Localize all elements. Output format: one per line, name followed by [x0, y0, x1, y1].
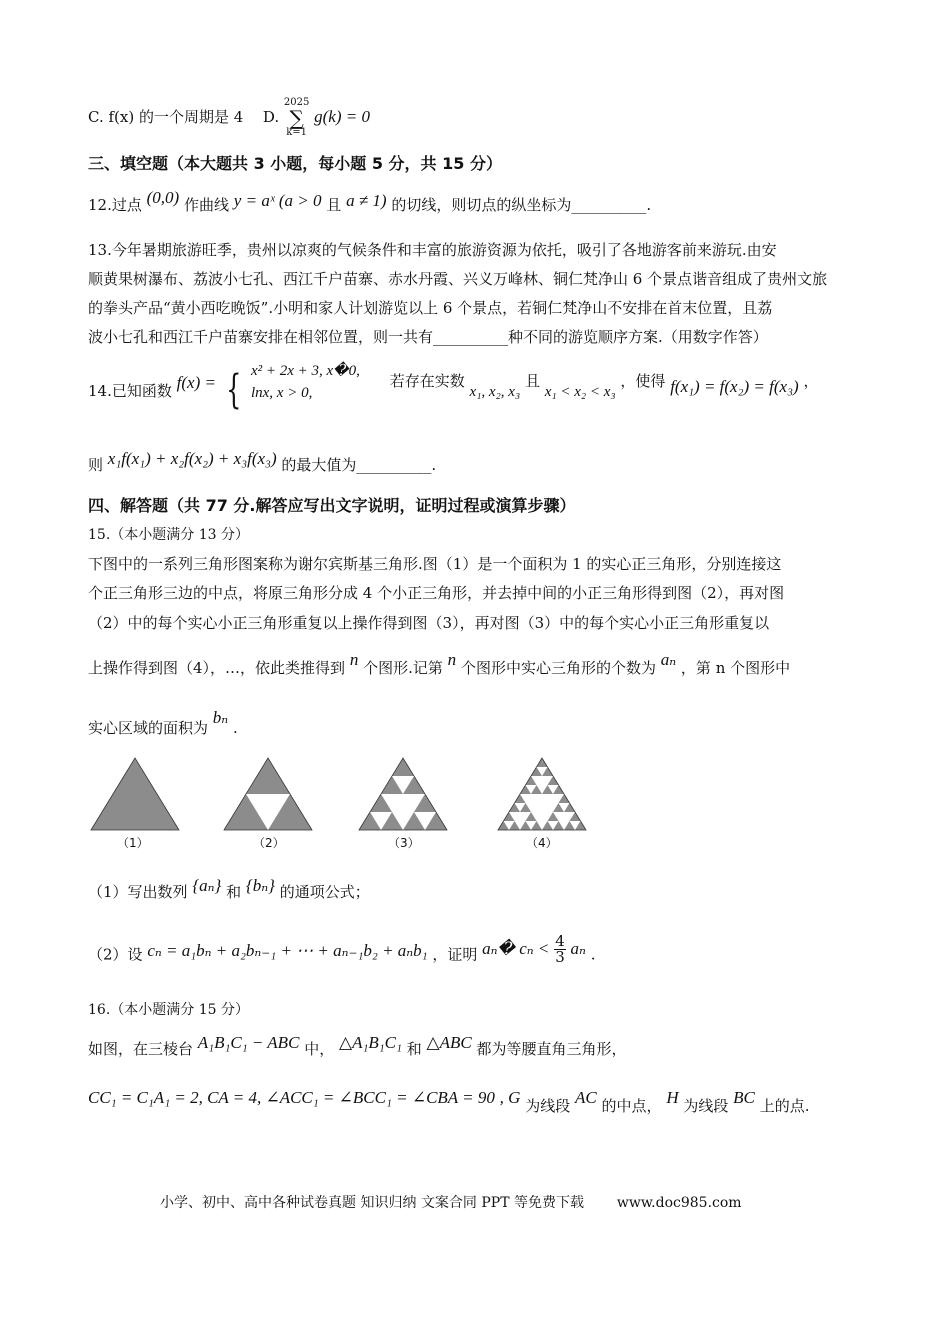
q15-p1-text-b: 和 [226, 883, 242, 901]
q16-point-g: , G [499, 1088, 521, 1107]
q16-text-2g: 为线段 [683, 1097, 729, 1115]
q15-b-n: bₙ [212, 708, 229, 727]
q16-triangle-base: △ABC [426, 1033, 472, 1052]
q15-line-4 [88, 650, 791, 679]
footer-url: www.doc985.com [616, 1195, 742, 1211]
q14-text-f: 的最大值为__________. [281, 456, 437, 474]
q12-text-c: 且 [326, 196, 342, 214]
q12-curve: y = aˣ (a > 0 [233, 191, 322, 210]
q16-segment-ac: AC [575, 1088, 597, 1107]
q14-text-c: 且 [524, 372, 540, 390]
q16-frustum: A₁B₁C₁ − ABC [197, 1033, 300, 1052]
q16-text-a: 如图，在三棱台 [88, 1040, 194, 1058]
q12-text-d: 的切线，则切点的纵坐标为__________. [391, 196, 652, 214]
q14-expression: x₁f(x₁) + x₂f(x₂) + x₃f(x₃) [107, 449, 277, 468]
q16-text-2c: 为线段 [525, 1097, 571, 1115]
q15-line-5 [88, 708, 238, 739]
q16-text-2i: 上的点. [759, 1097, 810, 1115]
option-c-d-line [88, 98, 370, 138]
figure-label-4: （4） [526, 836, 558, 850]
q15-p1-text-c: 的通项公式； [279, 883, 370, 901]
fraction-4-3: $\frac{4}{3}$ [555, 932, 565, 966]
q15-inequality-left: aₙ� cₙ < [482, 938, 550, 958]
sierpinski-figure-4 [497, 757, 587, 831]
q15-seq-a: {aₙ} [192, 876, 222, 895]
question-14-line-2 [88, 448, 437, 474]
question-14 [88, 363, 819, 420]
q15-line-4-a: 上操作得到图（4），…，依此类推得到 [88, 659, 346, 677]
section-4-heading: 四、解答题（共 77 分.解答应写出文字说明，证明过程或演算步骤） [88, 496, 576, 515]
sierpinski-figure-2 [223, 757, 313, 831]
q15-c-n-definition: cₙ = a₁bₙ + a₂bₙ₋₁ + ⋯ + aₙ₋₁b₂ + aₙb₁ [147, 940, 428, 960]
q15-line-5-a: 实心区域的面积为 [88, 719, 209, 737]
q14-comma: ， [803, 372, 819, 390]
figure-label-1: （1） [117, 836, 149, 850]
q12-text-b: 作曲线 [184, 196, 230, 214]
q13-line-2: 顺黄果树瀑布、荔波小七孔、西江千户苗寨、赤水丹霞、兴义万峰林、铜仁梵净山 6 个景点谐音组成了贵州文旅 [88, 270, 828, 288]
q16-text-2e: 的中点， [601, 1097, 662, 1115]
q15-part-1 [88, 875, 370, 901]
q16-line-2 [88, 1088, 810, 1117]
q15-line-2: 个正三角形三边的中点，将原三角形分成 4 个小正三角形，并去掉中间的小正三角形得到图（2），再对图 [88, 584, 785, 602]
section-3-heading: 三、填空题（本大题共 3 小题，每小题 5 分，共 15 分） [88, 154, 502, 173]
q13-line-4: 波小七孔和西江千户苗寨安排在相邻位置，则一共有__________种不同的游览顺序方案.（用数字作答） [88, 328, 768, 346]
q13-line-3: 的拳头产品“黄小西吃晚饭”.小明和家人计划游览以上 6 个景点，若铜仁梵净山不安排在首末位置，且荔 [88, 299, 773, 317]
q12-point: (0,0) [146, 188, 180, 207]
q14-brace: { [225, 367, 242, 413]
q16-triangle-top: △A₁B₁C₁ [339, 1033, 402, 1052]
q12-text-a: 12.过点 [88, 196, 142, 214]
q15-p2-text-b: ，证明 [432, 945, 478, 964]
q15-n-2: n [447, 650, 457, 669]
option-c: C. f(x) 的一个周期是 4 [88, 108, 244, 126]
q15-line-4-c: 个图形中实心三角形的个数为 [460, 659, 656, 677]
q13-line-1: 13.今年暑期旅游旺季，贵州以凉爽的气候条件和丰富的旅游资源为依托，吸引了各地游客前来游玩.由安 [88, 241, 777, 259]
q15-p2-text-c: . [590, 945, 596, 964]
page-footer [160, 1192, 742, 1212]
q16-title: 16.（本小题满分 15 分） [88, 1002, 249, 1018]
q15-p2-text-a: （2）设 [88, 945, 143, 964]
q16-text-e: 和 [406, 1040, 422, 1058]
q12-condition: a ≠ 1) [346, 191, 387, 210]
q15-seq-b: {bₙ} [245, 876, 275, 895]
q15-part-2 [88, 932, 596, 971]
option-d-expression: g(k) = 0 [314, 107, 370, 126]
footer-text: 小学、初中、高中各种试卷真题 知识归纳 文案合同 PPT 等免费下载 [160, 1195, 584, 1211]
q16-line-1 [88, 1033, 627, 1060]
q15-line-4-b: 个图形.记第 [363, 659, 443, 677]
q15-p1-text-a: （1）写出数列 [88, 883, 188, 901]
sierpinski-figure-3 [358, 757, 448, 831]
q14-text-d: ，使得 [620, 372, 666, 390]
question-12 [88, 188, 652, 216]
q15-inequality-right: aₙ [570, 938, 586, 958]
q14-function: f(x) = [176, 373, 216, 392]
q15-line-5-b: . [232, 719, 238, 737]
q14-text-e: 则 [88, 456, 104, 474]
q15-line-4-d: ，第 n 个图形中 [680, 659, 791, 677]
q15-a-n: aₙ [660, 650, 677, 669]
q14-text-b: 若存在实数 [389, 372, 465, 390]
q14-cases [250, 363, 371, 404]
q16-point-h: H [666, 1088, 679, 1107]
summation-symbol: 2025 ∑ k=1 [283, 97, 310, 138]
sierpinski-figure-1 [90, 757, 180, 831]
q15-line-3: （2）中的每个实心小正三角形重复以上操作得到图（3），再对图（3）中的每个实心小正三角形重复以 [88, 614, 770, 632]
option-d-label: D. [262, 108, 280, 126]
q14-vars: x₁, x₂, x₃ [469, 384, 521, 400]
q15-n-1: n [349, 650, 359, 669]
q14-case-2: lnx, x > 0, [250, 385, 313, 401]
q14-equality: f(x₁) = f(x₂) = f(x₃) [670, 377, 799, 396]
q14-case-1: x² + 2x + 3, x�0, [250, 363, 360, 379]
q14-text-a: 14.已知函数 [88, 382, 172, 400]
q16-segment-bc: BC [733, 1088, 755, 1107]
figure-label-3: （3） [388, 836, 420, 850]
q16-conditions: CC₁ = C₁A₁ = 2, CA = 4, ∠ACC₁ = ∠BCC₁ = ∠CBA = 90 [88, 1088, 495, 1107]
q15-line-1: 下图中的一系列三角形图案称为谢尔宾斯基三角形.图（1）是一个面积为 1 的实心正三角形，分别连接这 [88, 555, 782, 573]
q15-title: 15.（本小题满分 13 分） [88, 527, 249, 543]
q16-text-c: 中， [304, 1040, 335, 1058]
figure-label-2: （2） [253, 836, 285, 850]
q16-text-g: 都为等腰直角三角形， [476, 1040, 627, 1058]
q14-order: x₁ < x₂ < x₃ [544, 384, 616, 400]
